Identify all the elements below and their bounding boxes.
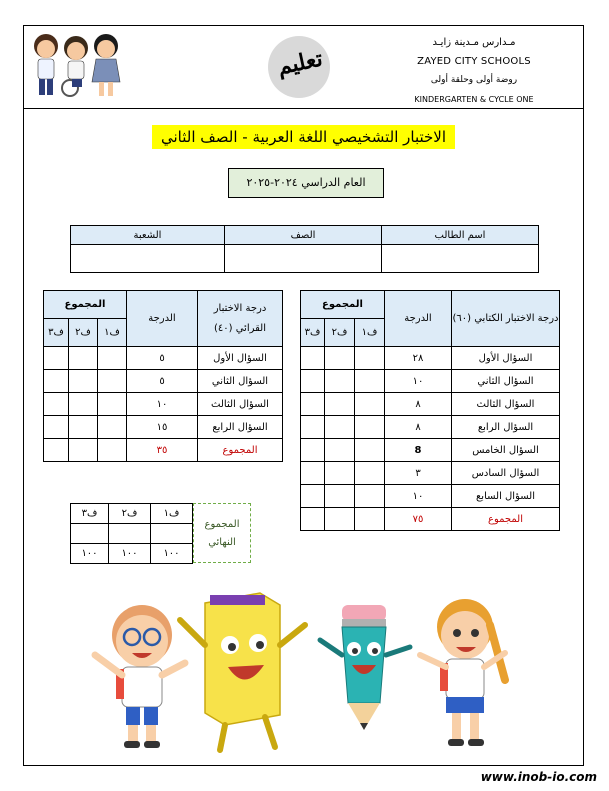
written-term-1: ف١	[355, 319, 385, 347]
taleem-logo	[268, 36, 330, 98]
question-label: السؤال السادس	[452, 462, 560, 485]
school-info	[379, 33, 569, 109]
kindergarten-en: KINDERGARTEN & CYCLE ONE	[414, 95, 534, 104]
question-grade: ٨	[385, 416, 452, 439]
reading-term-3: ف٣	[44, 319, 69, 347]
score-cell[interactable]	[355, 462, 385, 485]
score-cell[interactable]	[44, 393, 69, 416]
question-label: السؤال الأول	[198, 347, 283, 370]
table-row	[301, 485, 560, 508]
score-cell[interactable]	[325, 462, 355, 485]
score-cell[interactable]	[355, 393, 385, 416]
score-cell[interactable]	[301, 347, 325, 370]
table-row	[44, 393, 283, 416]
question-label: السؤال الأول	[452, 347, 560, 370]
kid-2	[62, 36, 88, 96]
table-row	[301, 416, 560, 439]
final-term-2: ف٢	[109, 504, 151, 524]
question-label: السؤال الخامس	[452, 439, 560, 462]
question-label: السؤال الثالث	[452, 393, 560, 416]
student-info-table	[70, 225, 539, 273]
section-header: الشعبة	[71, 226, 225, 245]
score-cell[interactable]	[151, 524, 193, 544]
score-cell[interactable]	[109, 524, 151, 544]
question-grade: 8	[385, 439, 452, 462]
reading-total-header: المجموع	[44, 291, 127, 319]
reading-exam-table	[43, 290, 283, 462]
final-term-1: ف١	[151, 504, 193, 524]
final-value-3: ١٠٠	[71, 544, 109, 564]
score-cell[interactable]	[355, 416, 385, 439]
school-name-ar: مـدارس مـدينة زايـد	[432, 37, 516, 48]
question-label: السؤال الرابع	[198, 416, 283, 439]
question-label: السؤال الرابع	[452, 416, 560, 439]
score-cell[interactable]	[301, 416, 325, 439]
sum-label: المجموع	[452, 508, 560, 531]
question-grade: ٥	[127, 347, 198, 370]
score-cell[interactable]	[325, 508, 355, 531]
score-cell[interactable]	[355, 485, 385, 508]
question-label: السؤال الثالث	[198, 393, 283, 416]
class-field[interactable]	[225, 245, 382, 273]
score-cell[interactable]	[325, 439, 355, 462]
table-row	[301, 393, 560, 416]
smiling-pencil	[320, 605, 410, 730]
score-cell[interactable]	[301, 439, 325, 462]
score-cell[interactable]	[71, 524, 109, 544]
score-cell[interactable]	[355, 508, 385, 531]
sum-row	[44, 439, 283, 462]
score-cell[interactable]	[44, 347, 69, 370]
boy-with-glasses	[95, 605, 185, 748]
footer-website: www.inob-io.com	[480, 770, 597, 784]
score-cell[interactable]	[98, 416, 127, 439]
score-cell[interactable]	[325, 370, 355, 393]
score-cell[interactable]	[69, 393, 98, 416]
final-total-line2: النهائي	[208, 537, 236, 548]
final-total-table	[70, 503, 193, 564]
kids-header-illustration	[28, 28, 128, 100]
score-cell[interactable]	[44, 439, 69, 462]
score-cell[interactable]	[69, 347, 98, 370]
question-grade: ١٠	[127, 393, 198, 416]
final-total-label	[193, 503, 251, 563]
score-cell[interactable]	[301, 462, 325, 485]
table-row	[301, 347, 560, 370]
score-cell[interactable]	[325, 393, 355, 416]
table-row	[44, 416, 283, 439]
kindergarten-ar: روضة أولى وحلقة أولى	[430, 75, 518, 85]
logo-text: تعليم	[275, 45, 325, 81]
final-total-line1: المجموع	[204, 519, 240, 530]
written-exam-title: درجة الاختبار الكتابي (٦٠)	[452, 291, 560, 347]
score-cell[interactable]	[69, 439, 98, 462]
reading-term-2: ف٢	[69, 319, 98, 347]
question-grade: ٢٨	[385, 347, 452, 370]
question-label: السؤال السابع	[452, 485, 560, 508]
score-cell[interactable]	[301, 370, 325, 393]
kid-3	[92, 34, 120, 96]
score-cell[interactable]	[301, 393, 325, 416]
section-field[interactable]	[71, 245, 225, 273]
question-grade: ٨	[385, 393, 452, 416]
question-grade: ١٠	[385, 370, 452, 393]
reading-exam-title: درجة الاختبار القرائي (٤٠)	[198, 291, 283, 347]
score-cell[interactable]	[301, 508, 325, 531]
student-name-field[interactable]	[382, 245, 539, 273]
score-cell[interactable]	[44, 416, 69, 439]
girl-with-pigtails	[420, 599, 505, 746]
final-value-2: ١٠٠	[109, 544, 151, 564]
written-exam-table	[300, 290, 560, 531]
reading-exam-rows	[44, 347, 283, 462]
written-term-3: ف٣	[301, 319, 325, 347]
score-cell[interactable]	[355, 347, 385, 370]
score-cell[interactable]	[325, 416, 355, 439]
class-header: الصف	[225, 226, 382, 245]
written-term-2: ف٢	[325, 319, 355, 347]
score-cell[interactable]	[355, 370, 385, 393]
score-cell[interactable]	[355, 439, 385, 462]
question-label: السؤال الثاني	[452, 370, 560, 393]
score-cell[interactable]	[98, 347, 127, 370]
score-cell[interactable]	[98, 393, 127, 416]
score-cell[interactable]	[325, 485, 355, 508]
student-name-header: اسم الطالب	[382, 226, 539, 245]
kids-book-pencil-illustration	[80, 585, 520, 760]
score-cell[interactable]	[301, 485, 325, 508]
table-row	[44, 370, 283, 393]
question-grade: ١٥	[127, 416, 198, 439]
sum-value: ٧٥	[385, 508, 452, 531]
table-row	[44, 347, 283, 370]
final-value-1: ١٠٠	[151, 544, 193, 564]
score-cell[interactable]	[69, 370, 98, 393]
academic-year: العام الدراسي ٢٠٢٤-٢٠٢٥	[228, 168, 384, 198]
score-cell[interactable]	[98, 370, 127, 393]
question-label: السؤال الثاني	[198, 370, 283, 393]
table-row	[301, 439, 560, 462]
question-grade: ٣	[385, 462, 452, 485]
question-grade: ٥	[127, 370, 198, 393]
written-grade-header: الدرجة	[385, 291, 452, 347]
school-name-en: ZAYED CITY SCHOOLS	[417, 56, 531, 67]
sum-value: ٣٥	[127, 439, 198, 462]
score-cell[interactable]	[98, 439, 127, 462]
sum-row	[301, 508, 560, 531]
page-title: الاختبار التشخيصي اللغة العربية - الصف الثاني	[152, 125, 455, 149]
written-total-header: المجموع	[301, 291, 385, 319]
table-row	[301, 370, 560, 393]
score-cell[interactable]	[44, 370, 69, 393]
reading-grade-header: الدرجة	[127, 291, 198, 347]
final-term-3: ف٣	[71, 504, 109, 524]
table-row	[301, 462, 560, 485]
smiling-book	[180, 593, 305, 750]
kid-1	[34, 34, 58, 95]
written-exam-rows	[301, 347, 560, 531]
reading-term-1: ف١	[98, 319, 127, 347]
score-cell[interactable]	[69, 416, 98, 439]
sum-label: المجموع	[198, 439, 283, 462]
score-cell[interactable]	[325, 347, 355, 370]
question-grade: ١٠	[385, 485, 452, 508]
